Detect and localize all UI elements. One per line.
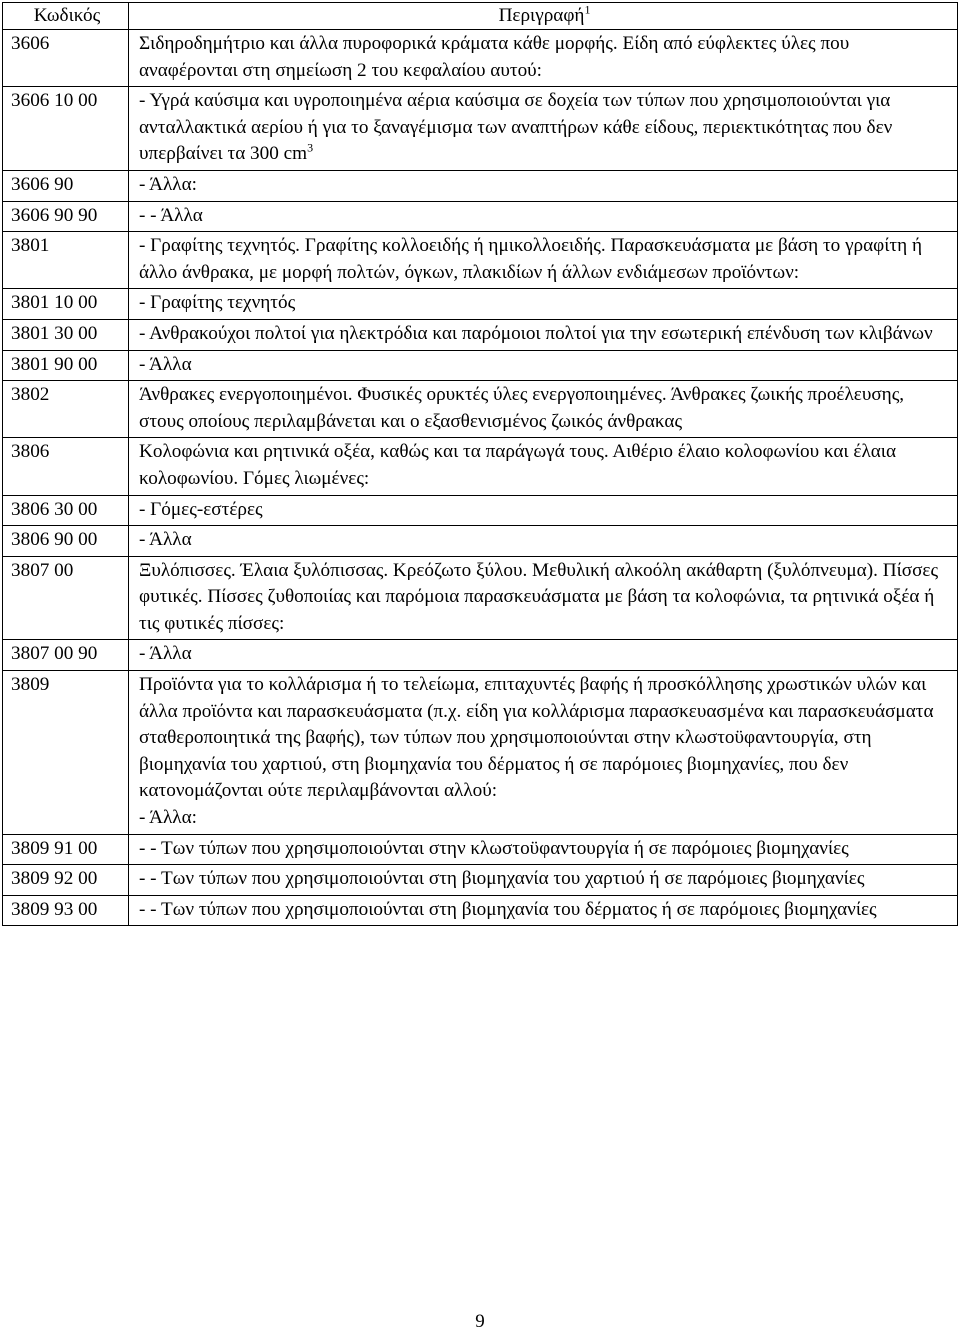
table-row <box>3 671 958 835</box>
description-cell <box>129 556 958 640</box>
description-text: Κολοφώνια και ρητινικά οξέα, καθώς και τα παράγωγά τους. Αιθέριο έλαιο κολοφωνίου και έλαια κολοφωνίου. Γόμες λιωμένες: <box>139 441 897 489</box>
description-cell <box>129 87 958 171</box>
code-cell: 3801 90 00 <box>3 350 129 381</box>
customs-code-table <box>2 2 958 926</box>
code-cell: 3807 00 <box>3 556 129 640</box>
code-cell: 3809 93 00 <box>3 895 129 926</box>
code-cell: 3809 92 00 <box>3 865 129 896</box>
description-cell <box>129 289 958 320</box>
description-cell <box>129 350 958 381</box>
code-cell: 3806 <box>3 438 129 495</box>
code-cell: 3806 30 00 <box>3 495 129 526</box>
description-column-header <box>129 3 958 30</box>
table-header-row <box>3 3 958 30</box>
code-cell: 3802 <box>3 381 129 438</box>
description-cell <box>129 671 958 835</box>
description-text: - - Των τύπων που χρησιμοποιούνται στη βιομηχανία του δέρματος ή σε παρόμοιες βιομηχανίες <box>139 898 877 920</box>
code-cell: 3807 00 90 <box>3 640 129 671</box>
description-text: - - Άλλα <box>139 204 203 226</box>
table-row <box>3 87 958 171</box>
description-header-label: Περιγραφή <box>498 5 585 26</box>
table-row <box>3 319 958 350</box>
code-cell: 3806 90 00 <box>3 526 129 557</box>
description-cell <box>129 895 958 926</box>
description-cell <box>129 438 958 495</box>
description-text: - Γραφίτης τεχνητός <box>139 292 296 314</box>
description-cell <box>129 381 958 438</box>
description-text: - Άλλα <box>139 643 192 665</box>
table-row <box>3 381 958 438</box>
table-row <box>3 232 958 289</box>
description-text: - Γόμες-εστέρες <box>139 498 263 520</box>
description-text: Προϊόντα για το κολλάρισμα ή το τελείωμα, επιταχυντές βαφής ή προσκόλλησης χρωστικών υλών και άλλα προϊόντα και παρασκευάσματα (π.χ. είδη για κολλάρισμα παρασκευασμένα και παρασκευάσματα σταθεροποιητικά της βαφής), των τύπων που χρησιμοποιούνται στην κλωστοϋφαντουργία, στη βιομηχανία του χαρτιού, στη βιομηχανία του δέρματος ή σε παρόμοιες βιομηχανίες, που δεν κατονομάζονται ούτε περιλαμβάνονται αλλού: <box>139 674 934 802</box>
description-cell <box>129 834 958 865</box>
description-cell <box>129 865 958 896</box>
table-row <box>3 895 958 926</box>
description-cell <box>129 30 958 87</box>
table-row <box>3 201 958 232</box>
table-row <box>3 865 958 896</box>
code-cell: 3809 <box>3 671 129 835</box>
header-footnote-marker: 1 <box>584 2 591 17</box>
description-text: Άνθρακες ενεργοποιημένοι. Φυσικές ορυκτές ύλες ενεργοποιημένες. Άνθρακες ζωικής προέλευσης, στους οποίους περιλαμβάνεται και ο εξασθενισμένος ζωικός άνθρακας <box>139 384 905 432</box>
description-text: - Άλλα: <box>139 173 197 195</box>
table-row <box>3 350 958 381</box>
table-row <box>3 526 958 557</box>
code-cell: 3606 10 00 <box>3 87 129 171</box>
description-cell <box>129 201 958 232</box>
description-text: - Γραφίτης τεχνητός. Γραφίτης κολλοειδής ή ημικολλοειδής. Παρασκευάσματα με βάση το γραφίτη ή άλλο άνθρακα, με μορφή πολτών, όγκων, πλακιδίων ή άλλων ενδιάμεσων προϊόντων: <box>139 235 922 283</box>
description-text: Σιδηροδημήτριο και άλλα πυροφορικά κράματα κάθε μορφής. Είδη από εύφλεκτες ύλες που αναφέρονται στη σημείωση 2 του κεφαλαίου αυτού: <box>139 33 850 81</box>
table-row <box>3 170 958 201</box>
description-subline: - Άλλα: <box>139 807 197 829</box>
code-cell: 3801 <box>3 232 129 289</box>
table-body <box>3 30 958 926</box>
description-cell <box>129 640 958 671</box>
description-text: - - Των τύπων που χρησιμοποιούνται στη βιομηχανία του χαρτιού ή σε παρόμοιες βιομηχανίες <box>139 868 865 890</box>
description-cell <box>129 319 958 350</box>
code-cell: 3801 10 00 <box>3 289 129 320</box>
table-row <box>3 834 958 865</box>
table-row <box>3 438 958 495</box>
table-row <box>3 640 958 671</box>
code-cell: 3606 <box>3 30 129 87</box>
table-row <box>3 289 958 320</box>
description-text: - Άλλα <box>139 353 192 375</box>
description-text: - Άλλα <box>139 529 192 551</box>
description-text: - Ανθρακούχοι πολτοί για ηλεκτρόδια και παρόμοιοι πολτοί για την εσωτερική επένδυση των κλιβάνων <box>139 322 933 344</box>
description-text: - - Των τύπων που χρησιμοποιούνται στην κλωστοϋφαντουργία ή σε παρόμοιες βιομηχανίες <box>139 837 849 859</box>
table-row <box>3 30 958 87</box>
description-cell <box>129 526 958 557</box>
code-cell: 3809 91 00 <box>3 834 129 865</box>
unit-superscript: 3 <box>307 140 314 155</box>
code-cell: 3606 90 90 <box>3 201 129 232</box>
description-cell <box>129 232 958 289</box>
code-column-header: Κωδικός <box>3 3 129 30</box>
description-text: - Υγρά καύσιμα και υγροποιημένα αέρια καύσιμα σε δοχεία των τύπων που χρησιμοποιούνται για ανταλλακτικά αερίου ή για το ξαναγέμισμα των αναπτήρων κάθε είδους, περιεκτικότητας που δεν υπερβαίνει τα 300 cm <box>139 90 893 165</box>
code-cell: 3801 30 00 <box>3 319 129 350</box>
page-number: 9 <box>475 1311 485 1332</box>
table-row <box>3 556 958 640</box>
description-text: Ξυλόπισσες. Έλαια ξυλόπισσας. Κρεόζωτο ξύλου. Μεθυλική αλκοόλη ακάθαρτη (ξυλόπνευμα). Πίσσες φυτικές. Πίσσες ζυθοποιίας και παρόμοια παρασκευάσματα με βάση τα κολοφώνια, τα ρητινικά οξέα ή τις φυτικές πίσσες: <box>139 559 939 634</box>
code-cell: 3606 90 <box>3 170 129 201</box>
table-row <box>3 495 958 526</box>
description-cell <box>129 170 958 201</box>
description-cell <box>129 495 958 526</box>
